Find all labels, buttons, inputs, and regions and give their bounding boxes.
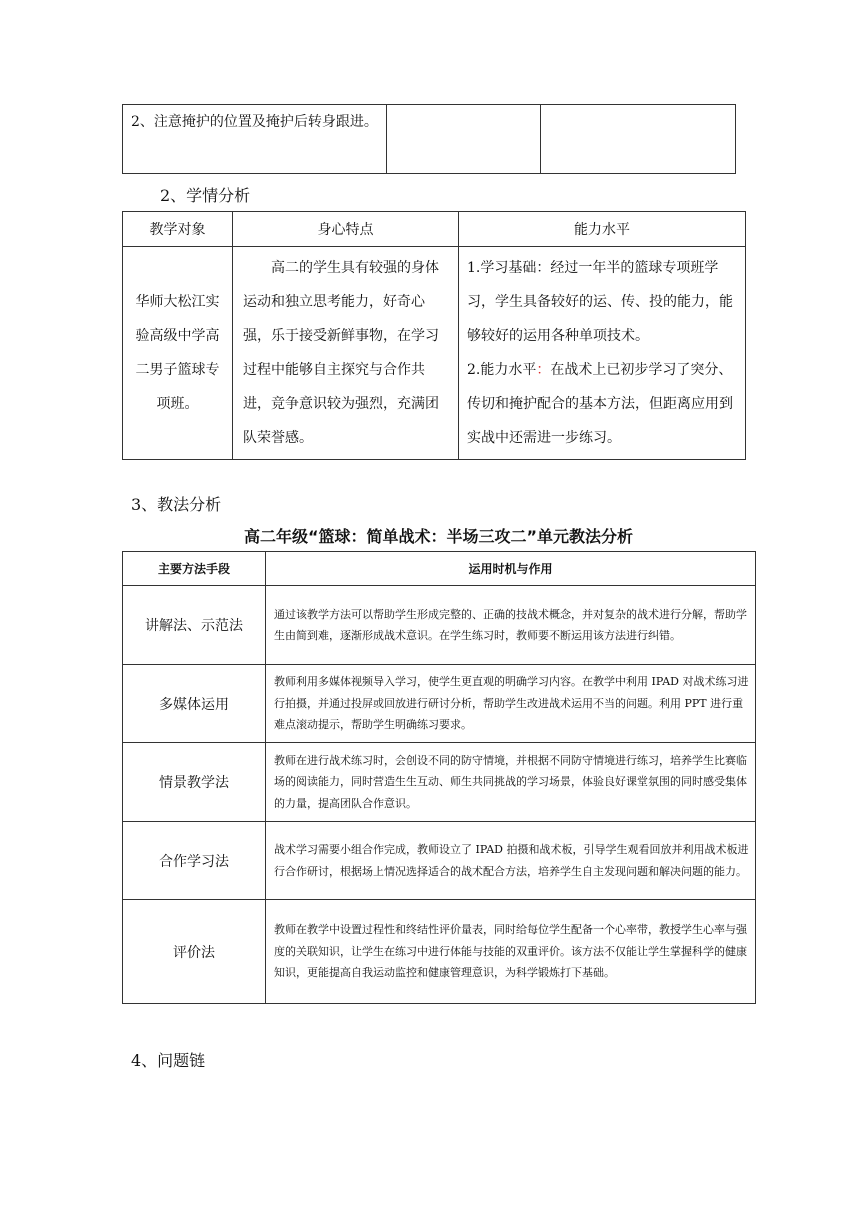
method-name: 讲解法、示范法	[123, 586, 266, 665]
method-description: 战术学习需要小组合作完成，教师设立了 IPAD 拍摄和战术板，引导学生观看回放并利用战术板进行合作研讨，根据场上情况选择适合的战术配合方法，培养学生自主发现问题和解决问题的能力。	[266, 822, 756, 900]
ability-level-body: 在战术上已初步学习了突分、传切和掩护配合的基本方法，但距离应用到实战中还需进一步练习。	[467, 362, 733, 446]
ability-level-label: 2.能力水平	[467, 362, 537, 378]
table-row	[123, 247, 746, 460]
section-heading-learning-analysis: 2、学情分析	[160, 186, 251, 205]
table-cell	[541, 105, 736, 174]
table-row	[123, 743, 756, 822]
method-name: 情景教学法	[123, 743, 266, 822]
column-header: 主要方法手段	[123, 552, 266, 586]
method-name: 多媒体运用	[123, 665, 266, 743]
column-header: 能力水平	[459, 212, 746, 247]
table-cell: 2、注意掩护的位置及掩护后转身跟进。	[123, 105, 387, 174]
column-header: 教学对象	[123, 212, 233, 247]
ability-level-text	[467, 353, 737, 455]
column-header: 身心特点	[233, 212, 459, 247]
characteristics-cell: 高二的学生具有较强的身体运动和独立思考能力，好奇心强，乐于接受新鲜事物，在学习过程中能够自主探究与合作共进，竞争意识较为强烈，充满团队荣誉感。	[233, 247, 459, 460]
method-name: 合作学习法	[123, 822, 266, 900]
method-description: 教师利用多媒体视频导入学习，使学生更直观的明确学习内容。在教学中利用 IPAD 对战术练习进行拍摄，并通过投屏或回放进行研讨分析，帮助学生改进战术运用不当的问题。利用 PPT 进行重难点滚动提示，帮助学生明确练习要求。	[266, 665, 756, 743]
top-continuation-table	[122, 104, 736, 174]
ability-level-colon: ：	[536, 362, 551, 378]
table-row	[123, 586, 756, 665]
table-row	[123, 105, 736, 174]
table-cell	[387, 105, 541, 174]
method-table-title: 高二年级“篮球：简单战术：半场三攻二”单元教法分析	[243, 527, 634, 546]
ability-basis-text: 1.学习基础：经过一年半的篮球专项班学习，学生具备较好的运、传、投的能力，能够较好的运用各种单项技术。	[467, 260, 733, 344]
method-description: 教师在进行战术练习时，会创设不同的防守情境，并根据不同防守情境进行练习，培养学生比赛临场的阅读能力，同时营造生生互动、师生共同挑战的学习场景，体验良好课堂氛围的同时感受集体的力量，提高团队合作意识。	[266, 743, 756, 822]
method-description: 教师在教学中设置过程性和终结性评价量表，同时给每位学生配备一个心率带，教授学生心率与强度的关联知识，让学生在练习中进行体能与技能的双重评价。该方法不仅能让学生掌握科学的健康知识，更能提高自我运动监控和健康管理意识，为科学锻炼打下基础。	[266, 900, 756, 1004]
learning-analysis-table	[122, 211, 746, 460]
method-description: 通过该教学方法可以帮助学生形成完整的、正确的技战术概念，并对复杂的战术进行分解，帮助学生由简到难，逐渐形成战术意识。在学生练习时，教师要不断运用该方法进行纠错。	[266, 586, 756, 665]
table-row	[123, 822, 756, 900]
table-row	[123, 900, 756, 1004]
method-analysis-table	[122, 551, 756, 1004]
method-name: 评价法	[123, 900, 266, 1004]
ability-cell	[459, 247, 746, 460]
table-row	[123, 665, 756, 743]
section-heading-method-analysis: 3、教法分析	[131, 495, 222, 514]
table-header-row	[123, 552, 756, 586]
section-heading-question-chain: 4、问题链	[131, 1051, 206, 1070]
table-header-row	[123, 212, 746, 247]
column-header: 运用时机与作用	[266, 552, 756, 586]
teaching-object-cell: 华师大松江实验高级中学高二男子篮球专项班。	[123, 247, 233, 460]
